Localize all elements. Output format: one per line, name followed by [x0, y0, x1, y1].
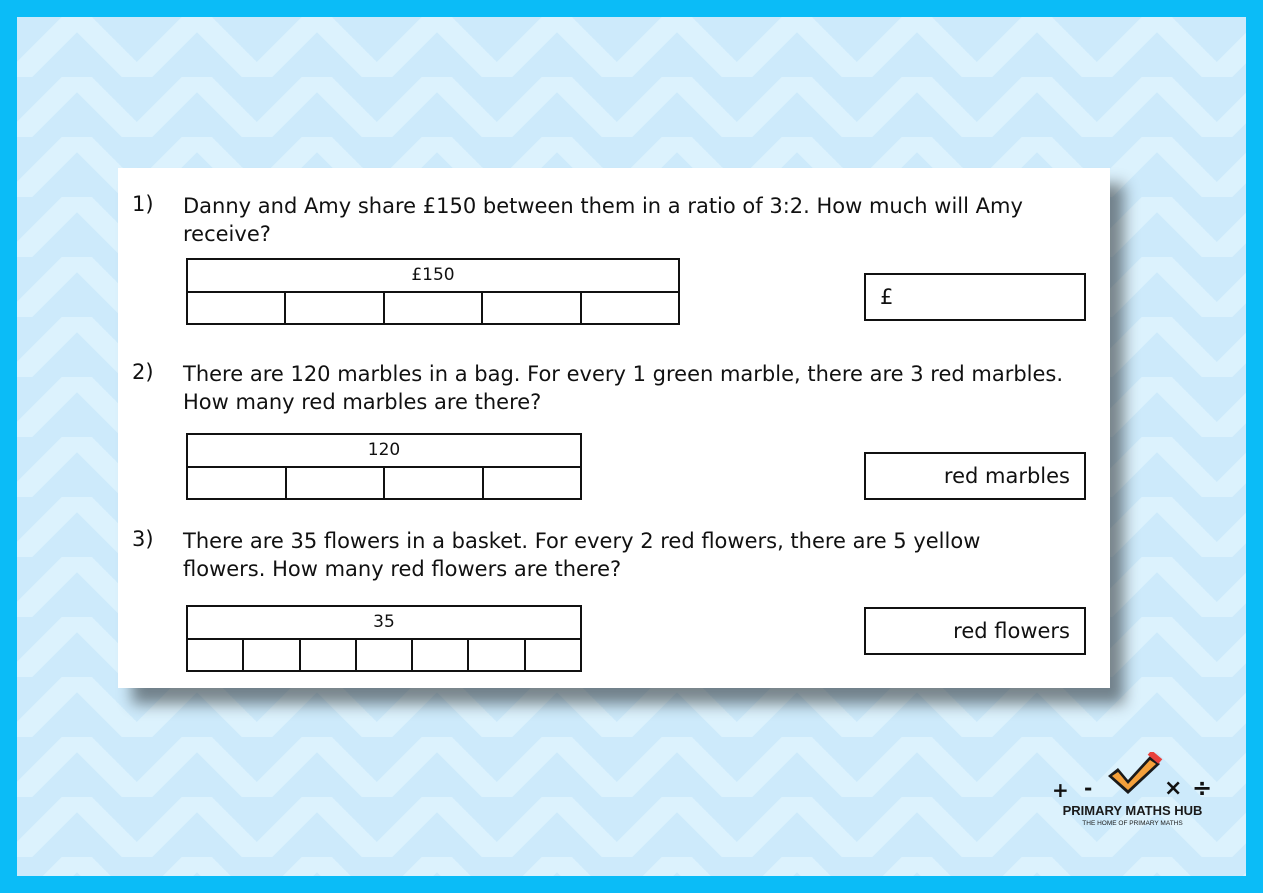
multiply-icon: ×	[1164, 776, 1183, 801]
minus-icon: -	[1084, 776, 1093, 800]
bar-part-cell	[357, 640, 413, 670]
bar-part-cell	[413, 640, 469, 670]
bar-model-3	[186, 605, 582, 672]
question-text: There are 120 marbles in a bag. For every 1 green marble, there are 3 red marbles. How many red marbles are there?	[183, 362, 1064, 414]
bar-parts	[188, 468, 580, 498]
bar-total-label: 120	[188, 435, 580, 468]
bar-parts	[188, 293, 678, 323]
question-number: 1)	[132, 192, 154, 216]
checkmark-icon	[1104, 752, 1164, 798]
divide-icon: ÷	[1192, 774, 1213, 802]
bar-part-cell	[301, 640, 357, 670]
logo-name: PRIMARY MATHS HUB	[1062, 803, 1203, 818]
bar-part-cell	[582, 293, 678, 323]
bar-part-cell	[286, 293, 384, 323]
bar-total-label: 35	[188, 607, 580, 640]
bar-part-cell	[483, 293, 581, 323]
question-number: 3)	[132, 527, 154, 551]
bar-model-1	[186, 258, 680, 325]
bar-part-cell	[526, 640, 580, 670]
primary-maths-hub-logo	[1040, 750, 1225, 832]
plus-icon: +	[1052, 778, 1069, 802]
question-text: Danny and Amy share £150 between them in a ratio of 3:2. How much will Amy receive?	[183, 194, 1023, 246]
bar-part-cell	[244, 640, 300, 670]
answer-box-3[interactable]: red flowers	[864, 607, 1086, 655]
bar-part-cell	[188, 640, 244, 670]
bar-model-2	[186, 433, 582, 500]
bar-part-cell	[469, 640, 525, 670]
question-number: 2)	[132, 360, 154, 384]
bar-part-cell	[385, 468, 484, 498]
answer-box-1[interactable]: £	[864, 273, 1086, 321]
worksheet	[118, 168, 1110, 688]
bar-parts	[188, 640, 580, 670]
bar-part-cell	[385, 293, 483, 323]
bar-part-cell	[287, 468, 386, 498]
logo-tagline: THE HOME OF PRIMARY MATHS	[1082, 820, 1183, 827]
bar-part-cell	[484, 468, 581, 498]
bar-total-label: £150	[188, 260, 678, 293]
answer-box-2[interactable]: red marbles	[864, 452, 1086, 500]
question-text: There are 35 flowers in a basket. For every 2 red flowers, there are 5 yellow flowers. How many red flowers are there?	[183, 529, 981, 581]
bar-part-cell	[188, 468, 287, 498]
bar-part-cell	[188, 293, 286, 323]
